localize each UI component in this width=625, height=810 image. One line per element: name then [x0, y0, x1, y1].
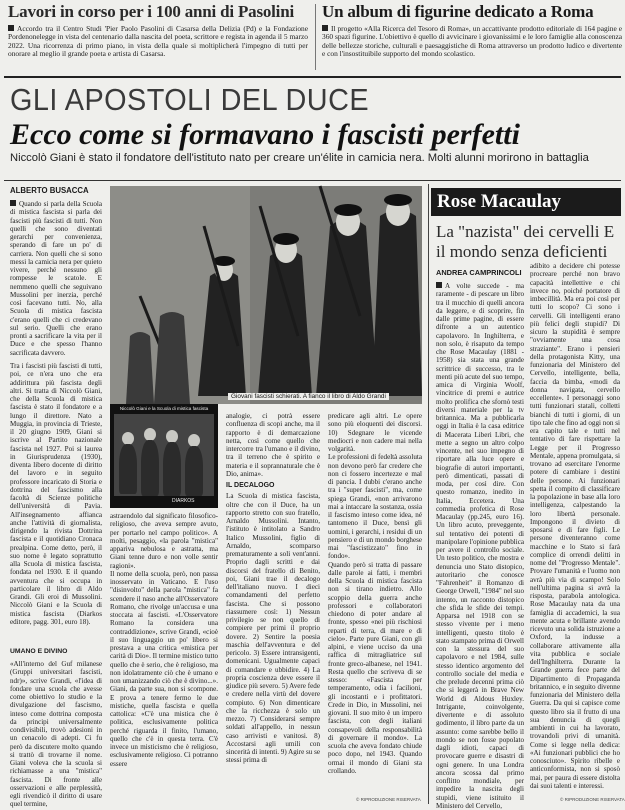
sidebar-byline: ANDREA CAMPRINCOLI: [436, 268, 522, 277]
bullet-square-icon: [436, 282, 442, 288]
bullet-square-icon: [10, 200, 16, 206]
subhead-decalogo: IL DECALOGO: [226, 482, 275, 489]
article-col-4: predicare agli altri. Le opere sono più eloquenti dei discorsi. 10) Sdegnare le vicende mediocri e non cadere mai nella volgarità. Le professioni di fedeltà assoluta non devono però far credere che non ci fossero incertezze e mal di pancia. I dubbi c'erano anche tra i "super fascisti", ma, come spiega Grandi, «non arrivarono mai a intaccare la sostanza, ossia il fascismo inteso come idea, né tantomeno il Duce, bensì gli uomini, i gerarchi, i residui di un pensiero e di un mondo borghese mai "fascistizzato" fino in fondo». Quando però si tratta di passare dalle parole ai fatti, i membri della Scuola di mistica fascista non si tirano indietro. Allo scoppio della guerra anche professori e collaboratori chiedono di poter andare al fronte, spesso «nei più rischiosi reparti di terra, di mare e di cielo». Parte pure Giani, con gli alpini, e viene ucciso da una raffica di mitragliatrice sul fronte greco-albanese, nel 1941. Resta quello che scriveva di se stesso: «Fascista per temperamento, odia i facilioni, gli incostanti e i profittatori. Crede in Dio, in Mussolini, nei giovani. Il suo mito è un impero fascista, con degli italiani consapevoli della responsabilità di governare il mondo». La scuola che aveva fondato chiude poco dopo, nel 1943. Quando ormai il mondo di Giani sta crollando.: [328, 412, 422, 775]
article-col-1b: Tra i fascisti più fascisti di tutti, poi, ce n'era uno che era addirittura più fascista degli altri. Si tratta di Niccolò Giani, che della Scuola di mistica fascista è stato il fondatore e a lungo il direttore. Nato a Muggia, in provincia di Trieste, il 20 giugno 1909, Giani si iscrive al Partito nazionale fascista nel 1927. Poi si laurea in Giurisprudenza (1930), diventa libero docente di diritto del lavoro e in seguito professore incaricato di Storia e dottrina del fascismo alla facoltà di Scienze politiche dell'università di Pavia. All'insegnamento affianca anche l'attività di giornalista, dirigendo la rivista Dottrina fascista e il quotidiano Cronaca prealpina. Come detto, però, il suo nome è legato soprattutto alla Scuola di mistica fascista, fondata nel 1930. E il quando avventura che si occupa in particolare il libro di Aldo Grandi. Gli eroi di Mussolini. Niccolò Giani e la Scuola di mistica fascista (Diarkos editore, pagg. 301, euro 18).: [10, 362, 102, 626]
article-col-2: astraendolo dal significato filosofico-religioso, che aveva sempre avuto, per portarlo nel campo politico». A molti, pesaggio, «la parola "mistica" appariva nebulosa e astratta, ma Giani tenne duro e non volle sentir ragioni». Il nome della scuola, però, non passa inosservato in Vaticano. E l'uso "disinvolto" della parola "mistica" fa scendere il naso anche all'Osservatore Romano, che rivolge un'accusa e una stoccata ai fascisti. «L'Osservatore Romano la considera una contraddizione», scrive Grandi, «cioè il suo linguaggio un po' libero si prestava a una critica «mistica per carità di Dio». Il termine mistico tutto quello che è serio, che è religioso, ma non idolatramente ciò che è umano e non umanizzando ciò che è divino...». Giani, da parte sua, non si scompone. E prova a tenere fermo le due mistiche, quella fascista e quella cattolica: «C'è una mistica che è politica, esclusivamente politica perché riguarda il finito, l'umano, quello che c'è in questa terra. C'è invece un misticismo che è religioso, esclusivamente religioso. Ci potranno essere: [110, 512, 218, 768]
headline: Ecco come si formavano i fascisti perfetti: [10, 118, 520, 151]
article-col-1: Quando si parla della Scuola di mistica fascista si parla dei fascisti più fascisti di tutti. Non quelli che sono diventati gerarchi per convenienza, sperando di fare un po' di carriera. Non quelli che si sono messi la camicia nera per quieto vivere, perché nessuno gli rompesse le scatole. E nemmeno quelli che seguivano Mussolini per inerzia, perché così facevano tutti. No, alla Scuola di mistica fascista c'erano quelli che ci credevano sul serio. Quelli che erano pronti a sacrificare la vita per il Duce e che spesso l'hanno sacrificata davvero.: [10, 200, 102, 357]
headline-rule: [4, 180, 621, 181]
top-right-brief: [322, 3, 622, 85]
bullet-square-icon: [322, 25, 328, 31]
byline: ALBERTO BUSACCA: [10, 186, 89, 195]
brief-title-roma: Un album di figurine dedicato a Roma: [322, 2, 594, 21]
top-left-brief: [8, 3, 308, 85]
article-col-3: analogie, ci potrà essere confluenza di scopi anche, ma il rapporto è di demarcazione netta, così come quello che intercorre tra l'umano e il divino, tra il terreno che è spirito e materia e il soprannaturale che è Dio, anima». IL DECALOGO La Scuola di mistica fascista, oltre che con il Duce, ha un rapporto stretto con suo fratello, Arnaldo Mussolini. Intanto, l'istituto è intitolato a Sandro Italico Mussolini, figlio di Arnaldo, scomparso prematuramente a soli vent'anni. Proprio dagli scritti e dai discorsi del fratello di Benito, poi, Giani trae il decalogo dell'italiano nuovo. I dieci comandamenti del perfetto fascista. Che si possono riassumere così: 1) Nessun privilegio se non quello di compiere per primi il proprio dovere. 2) Sentire la poesia maschia dell'avventura e del pericolo. 3) Essere intransigenti, domenicani. Ugualmente capaci di comandare e ubbidire. 4) La propria coscienza deve essere il giudice più severo. 5) Avere fede e credere nella virtù del dovere compiuto. 6) Non dimenticare che la ricchezza è solo un mezzo. 7) Considerarsi sempre soldati all'appello, in nessun caso arrivisti e vanitosi. 8) Accostarsi agli umili con sincerità di intenti. 9) Agire su se stessi prima di: [226, 412, 320, 765]
sidebar-name: Rose Macaulay: [437, 191, 562, 212]
subheadline: Niccolò Giani è stato il fondatore dell'istituto nato per creare un'élite in camicia nera. Molti alunni morirono in battaglia: [10, 152, 589, 164]
copyright-main: © RIPRODUZIONE RISERVATA: [356, 797, 421, 802]
brief-title-pasolini: Lavori in corso per i 100 anni di Pasolini: [8, 2, 294, 21]
brief-text-roma: Il progetto «Alla Ricerca del Tesoro di Roma», un accattivante prodotto editoriale di 164 pagine e 360 spazi figurine. L'obiettivo è quello di avvicinare i giovanissimi e le loro famiglie alla conoscenza delle bellezze storiche, culturali e paesaggistiche di Roma attraverso un prodotto ludico e divertente e con l'insostituibile supporto del mondo scolastico.: [322, 24, 622, 59]
column-divider: [315, 4, 316, 70]
sidebar-col-2: adibito a decidere chi potesse procreare perché non bravo capacità intellettive e chi invece no, poiché portatore di imbecillità. Ma era poi così per tutti lo scopo? Ci sono i cervelli. Gli intelligenti erano più felici degli stupidi? Di sicuro la stupidità è sempre "ovviamente una cosa straziante". Erano i pensieri della protagonista Kitty, una funzionaria del Ministero del Cervello, intelligente, bella, faccia da bimba, «modi da donna navigata, cervello eccellente». I personaggi sono tutti funzionari statali, colletti bianchi di tutti i giorni, di un tipo tale che fino ad oggi non si era capito tale e tutti nel tentativo di fare rispettare la Legge per il Progresso Mentale, appena promulgata, si trovano ad esercitare l'enorme potere di cambiare i destini delle persone. Ai funzionari spetta il compito di classificare la popolazione in base alla loro intelligenza, calpestando la loro libertà personale. Impongono il divieto di sposarsi e di fare figli. Le persone diventeranno come macchine e lo Stato si farà complice di orrendi delitti in nome del "Progresso Mentale". Provare l'umanità e l'uomo non avrà più via di scampo! Solo nell'ultima pagina si avrà la risposta, parabola antologica. Rose Macaulay nata da una famiglia di accademici, la sua mente acuta e brillante avendo ricevuto una solida istruzione a Oxford, la indusse a collaborare attivamente alla vita pubblica e sociale dell'Inghilterra. Durante la Grande guerra fece parte del Dipartimento di Propaganda britannico, e in seguito divenne funzionaria del Ministero della Guerra. Da qui si capisce come questo libro sia il frutto di una sua denuncia di quegli ambienti in cui ha lavorato, trovandoli privi di umanità. Come si legge nella dedica: «Ai funzionari pubblici che ho conosciuto». Spirito ribelle e anticonformista, non si sposò mai, per paura di essere distolta dai suoi talenti e interessi.: [530, 262, 620, 790]
book-publisher: DIARKOS: [172, 498, 195, 504]
kicker: GLI APOSTOLI DEL DUCE: [10, 82, 370, 117]
decalogue-list: 1) Nessun privilegio se non quello di compiere per primi il proprio dovere. 2) Sentire la poesia maschia dell'avventura e del pericolo. 3) Essere intransigenti, domenicani. Ugualmente capaci di comandare e ubbidire. 4) La propria coscienza deve essere il giudice più severo. 5) Avere fede e credere nella virtù del dovere compiuto. 6) Non dimenticare che la ricchezza è solo un mezzo. 7) Considerarsi sempre soldati all'appello, in nessun caso arrivisti e vanitosi. 8) Accostarsi agli umili con sincerità di intenti. 9) Agire su se stessi prima di: [226, 607, 320, 765]
photo-caption: Giovani fascisti schierati. A fianco il libro di Aldo Grandi: [228, 393, 389, 400]
subhead-umano-divino: UMANO E DIVINO: [10, 648, 68, 655]
brief-text-pasolini: Accordo tra il Centro Studi 'Pier Paolo Pasolini di Casarsa della Delizia (Pd) e la Fondazione Pordenonelegge in vista del centenario dalla nascita del poeta, scrittore e regista in agenda il 5 marzo 2022. Una ricorrenza di primo piano, in vista della quale si moltiplicherà l'impegno di tutti per onorare al meglio il grande poeta e artista di Casarsa.: [8, 24, 308, 59]
young-fascists-photo: [110, 186, 422, 404]
bullet-square-icon: [8, 25, 14, 31]
sidebar-name-bar: [431, 188, 621, 216]
sidebar-divider: [428, 184, 429, 804]
sidebar-headline: La "nazista" dei cervelli E il mondo senza deficienti: [436, 222, 615, 261]
sidebar-col-1: A volte succede - ma raramente - di pescare un libro tra il mucchio di quelli ancora da leggere, e di scoprire, fin dalle prime pagine, di essere difronte a un autentico capolavoro. In Inghilterra, e non solo, è risaputo da tempo che Rose Macaulay (1881 - 1958) sia stata una grande scrittrice di successo, tra le menti più acute del suo tempo, amica di Virginia Woolf, vincitrice di premi e autrice molto prolifica che sfornò testi diversi materiale per la tv britannica. Ma a pubblicarla oggi in Italia è la casa editrice di Macerata Liberi Libri, che mette a segno un altro colpo vincente, nel suo impegno di riportare alla luce opere e biografie di autori importanti, però dimenticati, passati di moda, per così dire. Con questo romanzo, inedito in Italia, Eccetera. Una commedia profetica di Rose Macaulay (pp.245, euro 16). Un libro acuto, preveggente, sul tentativo dei potenti di manipolare l'opinione pubblica per avere il controllo sociale. Un testo politico, che mostra e denuncia uno Stato distopico, autoritario che conosce "Fahrenheit" il Romanzo di George Orwell, "1984" nel suo intento, un racconto distopico che sfida le sfide dei tempi. Apparsa nel 1918 con se stesso vivente per i meno intelligenti, questo titolo è stato stampato prima di Orwell con la stessura del suo capolavoro e nel 1984, sulle stesso identico argomento del controllo sociale del media e che prelude decenni prima ciò che si leggerà in Brave New World di Aldous Huxley. Intrigante, coinvolgente, divertente e di assoluto godimento, il libro parte da un assunto: come sarebbe bello il mondo se non fosse popolato dagli idioti, capaci di provocare guerre e disastri di ogni genere. In una Londra ancora scossa dal primo conflitto mondiale, per impedire la nascita degli stupidi, viene istituito il Ministero del Cervello,: [436, 282, 524, 810]
top-rule: [4, 76, 621, 78]
book-subtitle: Niccolò Giani e la Scuola di mistica fascista: [119, 406, 209, 411]
main-photo: [110, 186, 422, 404]
copyright-sidebar: © RIPRODUZIONE RISERVATA: [560, 797, 625, 802]
book-cover-photo: [114, 414, 214, 496]
article-col-1c: «All'interno del Guf milanese (Gruppi universitari fascisti, ndr)», scrive Grandi, «l'idea di fondare una scuola che avesse come obiettivo lo studio e la divulgazione del fascismo, inteso come dottrina composta da principi universalmente condivisibili, trovò adesioni in un cenacolo di adepti. Ci fu però da discutere molto quando si trattò di trovarne il nome. Giani voleva che la scuola si richiamasse a una "mistica" fascista. Di fronte alle osservazioni e alle perplessità, egli rivendicò il diritto di usare quel termine,: [10, 660, 102, 809]
